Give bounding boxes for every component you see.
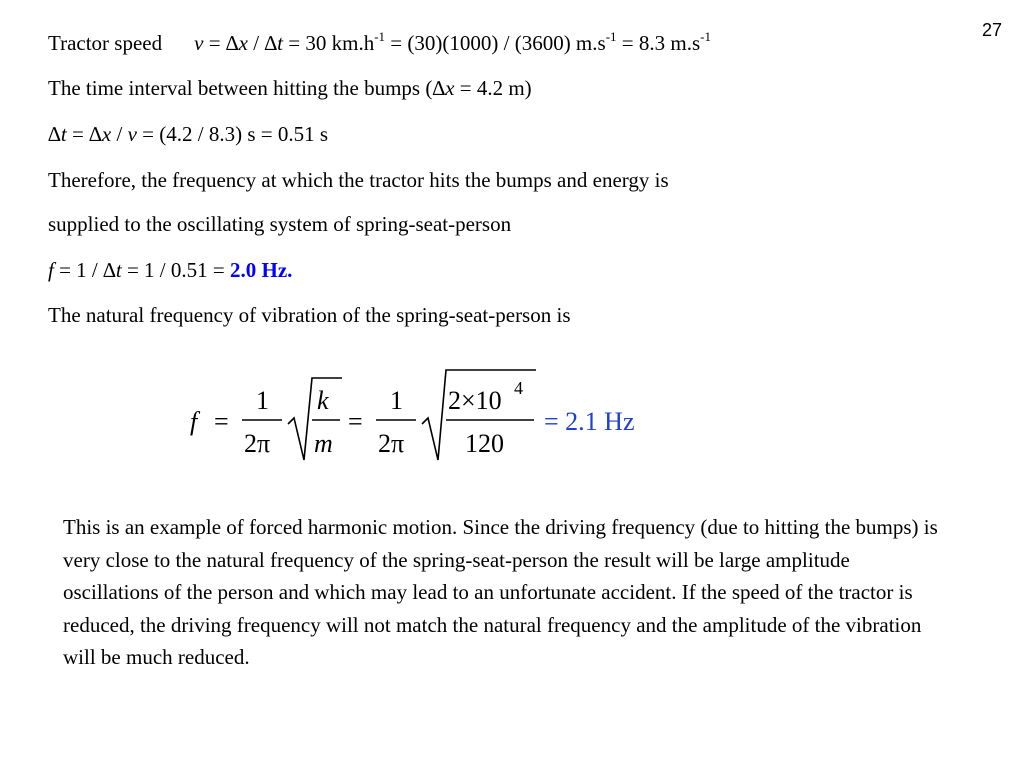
formula-m: m bbox=[314, 429, 333, 458]
formula-result: = 2.1 Hz bbox=[544, 407, 635, 436]
formula-eq2: = bbox=[348, 407, 363, 436]
formula-exponent: 4 bbox=[514, 378, 523, 398]
natural-frequency-line: The natural frequency of vibration of the spring-seat-person is bbox=[48, 303, 571, 327]
text: / bbox=[111, 122, 128, 146]
formula-f: f bbox=[190, 407, 198, 436]
var-x: x bbox=[101, 122, 112, 146]
speed-kmh: = 30 km.h bbox=[283, 31, 375, 55]
bump-frequency-result: 2.0 Hz. bbox=[230, 258, 293, 282]
frequency-calc-line bbox=[48, 260, 292, 281]
var-v: v bbox=[127, 122, 137, 146]
tractor-speed-line bbox=[48, 29, 711, 55]
text: = 1 / 0.51 = bbox=[121, 258, 230, 282]
formula-two-pi-a: 2π bbox=[244, 429, 271, 458]
var-t: t bbox=[277, 31, 284, 55]
delta-t-line bbox=[48, 124, 328, 145]
formula-svg bbox=[180, 362, 680, 472]
var-t: t bbox=[60, 122, 67, 146]
text: = ∆ bbox=[66, 122, 102, 146]
text: = (4.2 / 8.3) s = 0.51 s bbox=[136, 122, 329, 146]
text: = 1 / ∆ bbox=[53, 258, 116, 282]
conversion: = (30)(1000) / (3600) m.s bbox=[385, 31, 606, 55]
page-number: 27 bbox=[981, 20, 1002, 40]
formula-k: k bbox=[317, 386, 329, 415]
var-f: f bbox=[48, 258, 54, 282]
text: The time interval between hitting the bumps (∆ bbox=[48, 76, 446, 100]
var-v: v bbox=[194, 31, 204, 55]
natural-frequency-formula bbox=[180, 362, 680, 472]
formula-numerator: 2×10 bbox=[448, 386, 502, 415]
formula-one-a: 1 bbox=[256, 386, 269, 415]
eq-text: = ∆ bbox=[203, 31, 239, 55]
formula-denominator: 120 bbox=[465, 429, 504, 458]
frequency-text-line-2: supplied to the oscillating system of spring-seat-person bbox=[48, 212, 512, 236]
exponent: -1 bbox=[605, 29, 617, 44]
time-interval-line bbox=[48, 78, 532, 99]
text: = 4.2 m) bbox=[454, 76, 532, 100]
exponent: -1 bbox=[374, 29, 386, 44]
tractor-speed-label: Tractor speed bbox=[48, 31, 163, 55]
exponent: -1 bbox=[700, 29, 711, 44]
var-t: t bbox=[115, 258, 122, 282]
explanation-paragraph: This is an example of forced harmonic motion. Since the driving frequency (due to hitting the bumps) is very close to the natural frequency of the spring-seat-person the result will be large amplitude oscillations of the person and which may lead to an unfortunate accident. If the speed of the tractor is reduced, the driving frequency will not match the natural frequency and the amplitude of the vibration will be much reduced. bbox=[63, 515, 938, 669]
formula-eq1: = bbox=[214, 407, 229, 436]
frequency-text-line-1: Therefore, the frequency at which the tractor hits the bumps and energy is bbox=[48, 168, 669, 192]
formula-one-b: 1 bbox=[390, 386, 403, 415]
speed-ms: = 8.3 m.s bbox=[616, 31, 701, 55]
div-text: / ∆ bbox=[247, 31, 278, 55]
delta: ∆ bbox=[48, 122, 61, 146]
var-x: x bbox=[238, 31, 248, 55]
formula-two-pi-b: 2π bbox=[378, 429, 405, 458]
var-x: x bbox=[445, 76, 455, 100]
